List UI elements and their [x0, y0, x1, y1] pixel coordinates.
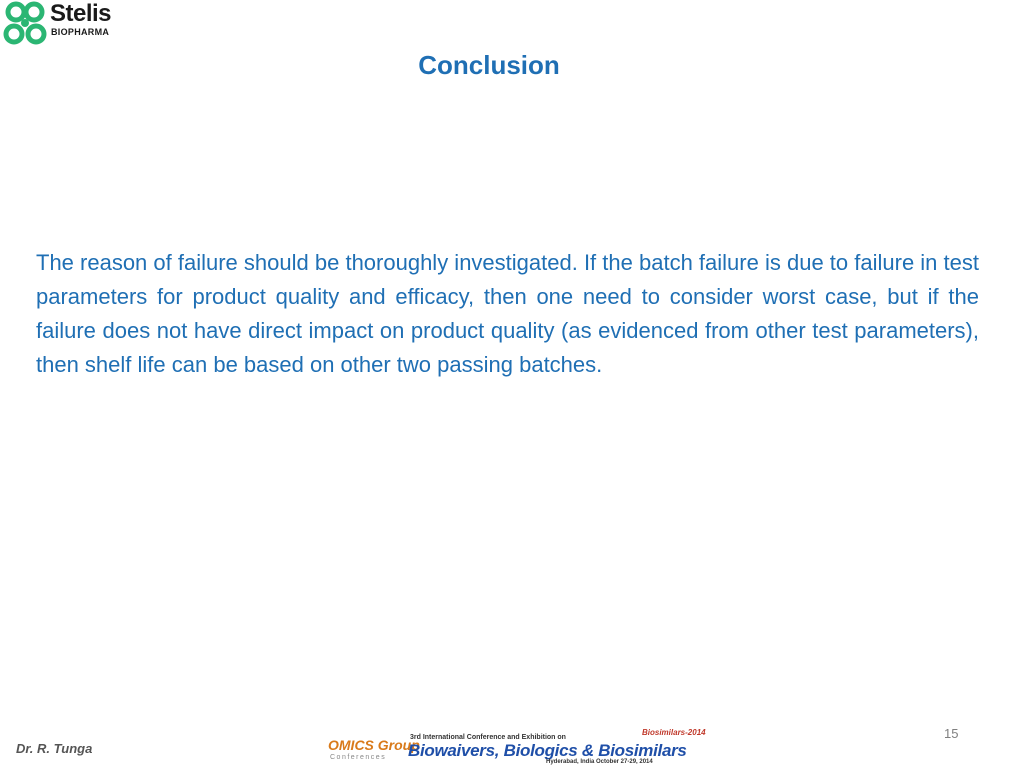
conference-location-date: Hyderabad, India October 27-29, 2014 [546, 759, 653, 765]
slide-body-text: The reason of failure should be thoroughly investigated. If the batch failure is due to failure in test parameters for product quality and efficacy, then one need to consider worst case, but if the failure does not have direct impact on product quality (as evidenced from other test parameters), then shelf life can be based on other two passing batches. [36, 250, 979, 377]
stelis-logo [2, 0, 122, 50]
conference-main-title: Biowaivers, Biologics & Biosimilars [408, 741, 687, 760]
conference-banner [326, 727, 716, 767]
conference-organizer-sub: Conferences [330, 754, 387, 761]
conference-organizer: OMICS Group [328, 737, 420, 753]
page-number: 15 [944, 726, 959, 741]
conference-top-line: 3rd International Conference and Exhibition on [410, 734, 566, 741]
logo-brand-subtitle: BIOPHARMA [51, 27, 110, 37]
author-name: Dr. R. Tunga [16, 741, 93, 756]
slide-title: Conclusion [418, 50, 560, 80]
logo-brand-name: Stelis [50, 0, 112, 27]
stelis-emblem-icon [2, 0, 48, 50]
conference-event-tag: Biosimilars-2014 [642, 728, 706, 737]
